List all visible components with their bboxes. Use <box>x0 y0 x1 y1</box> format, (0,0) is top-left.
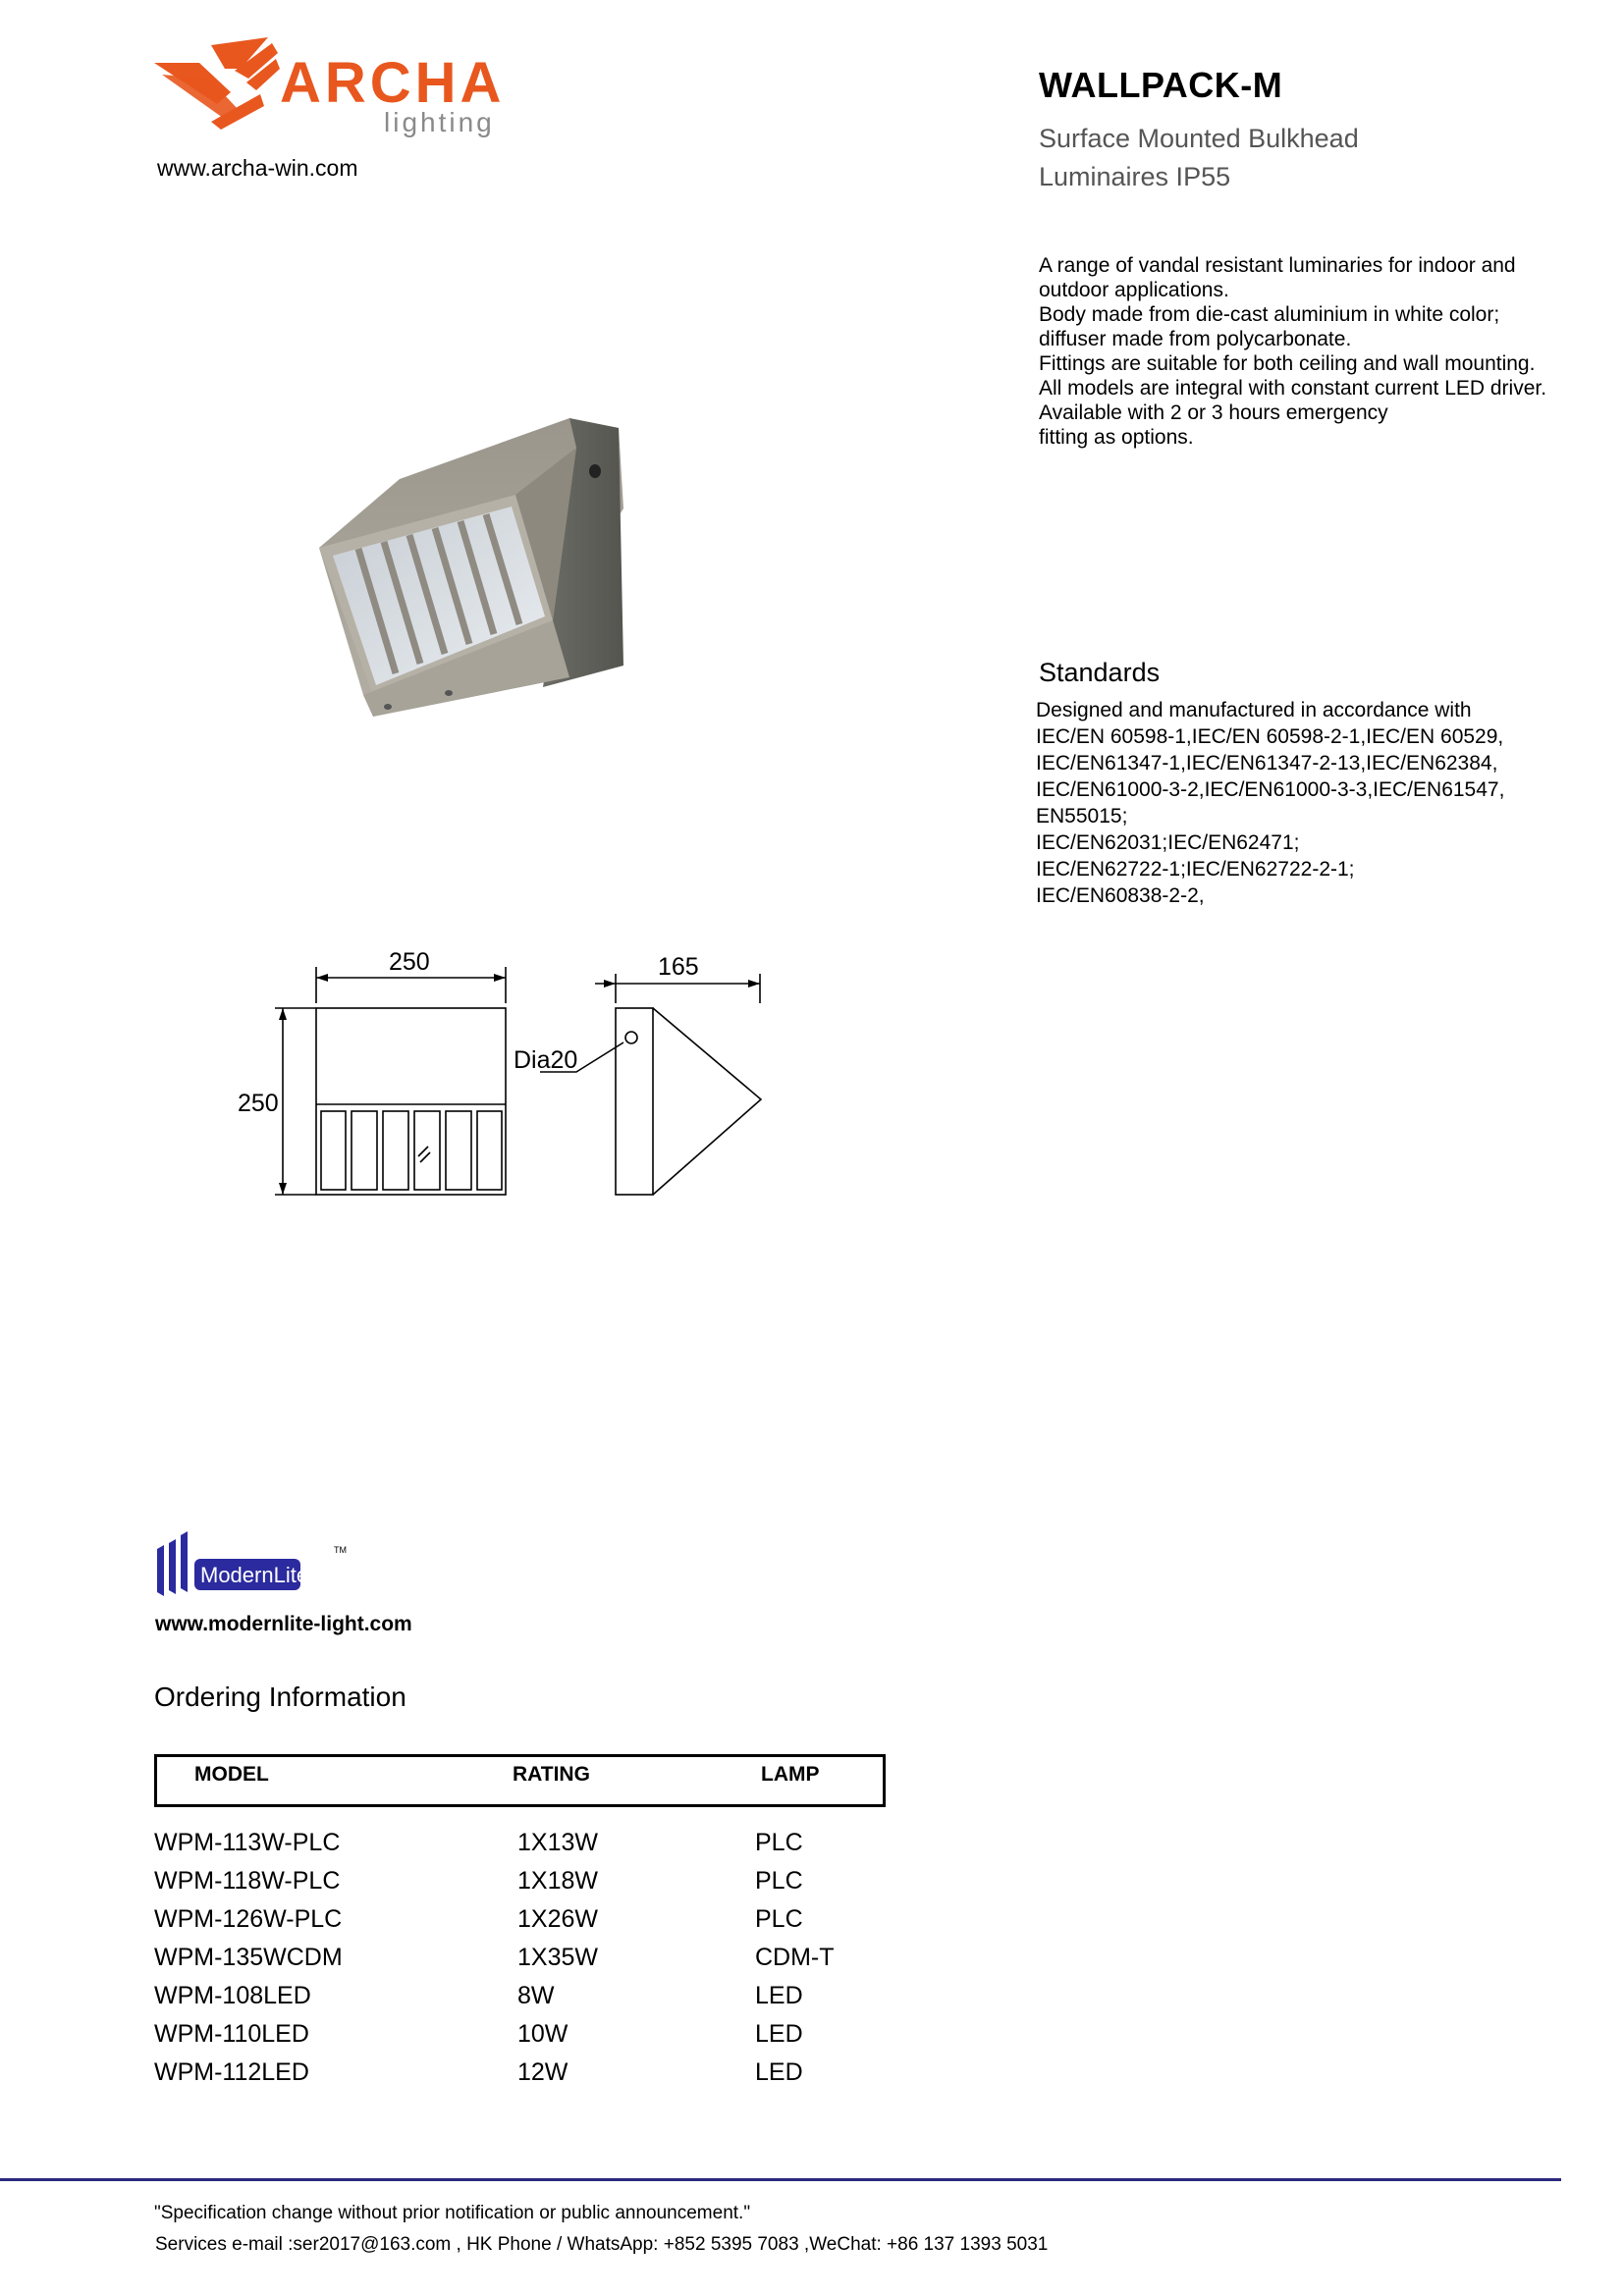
modernlite-website[interactable]: www.modernlite-light.com <box>155 1613 412 1635</box>
cell-model: WPM-108LED <box>154 1982 311 2009</box>
cell-lamp: PLC <box>755 1905 803 1933</box>
product-description <box>1039 253 1589 450</box>
cell-lamp: PLC <box>755 1829 803 1856</box>
svg-text:ARCHA: ARCHA <box>280 51 506 115</box>
col-lamp-header: LAMP <box>761 1763 820 1786</box>
modernlite-logo <box>155 1531 356 1600</box>
svg-text:250: 250 <box>238 1090 279 1117</box>
archa-website[interactable]: www.archa-win.com <box>157 155 358 181</box>
svg-text:ModernLite: ModernLite <box>200 1563 309 1587</box>
standard-line: Designed and manufactured in accordance with <box>1036 699 1472 721</box>
cell-lamp: CDM-T <box>755 1944 835 1971</box>
desc-line: fitting as options. <box>1039 426 1194 449</box>
cell-model: WPM-135WCDM <box>154 1944 343 1971</box>
product-image <box>319 410 653 729</box>
cell-rating: 1X26W <box>517 1905 598 1933</box>
ordering-title: Ordering Information <box>154 1682 406 1712</box>
cell-lamp: LED <box>755 1982 803 2009</box>
svg-text:lighting: lighting <box>384 107 495 137</box>
cell-rating: 12W <box>517 2058 568 2086</box>
desc-line: All models are integral with constant current LED driver. <box>1039 377 1547 400</box>
cell-model: WPM-113W-PLC <box>154 1829 341 1856</box>
table-row <box>154 2020 900 2058</box>
product-title: WALLPACK-M <box>1039 65 1283 105</box>
footer-divider <box>0 2178 1561 2181</box>
ordering-table-body <box>154 1829 900 2097</box>
standard-line: IEC/EN61347-1,IEC/EN61347-2-13,IEC/EN62384, <box>1036 752 1498 774</box>
footer-disclaimer: "Specification change without prior notification or public announcement." <box>154 2203 751 2223</box>
svg-text:Dia20: Dia20 <box>514 1046 578 1074</box>
svg-text:250: 250 <box>389 948 430 976</box>
desc-line: diffuser made from polycarbonate. <box>1039 328 1352 350</box>
cell-rating: 10W <box>517 2020 568 2048</box>
desc-line: Body made from die-cast aluminium in white color; <box>1039 303 1500 326</box>
col-rating-header: RATING <box>513 1763 590 1786</box>
standards-title: Standards <box>1039 658 1161 687</box>
subtitle-line: Surface Mounted Bulkhead <box>1039 124 1359 153</box>
desc-line: A range of vandal resistant luminaries for indoor and <box>1039 254 1516 277</box>
table-row <box>154 1867 900 1905</box>
archa-logo <box>152 35 525 143</box>
footer-contact: Services e-mail :ser2017@163.com , HK Phone / WhatsApp: +852 5395 7083 ,WeChat: +86 137 1393 5031 <box>155 2234 1049 2255</box>
cell-rating: 1X35W <box>517 1944 598 1971</box>
cell-rating: 8W <box>517 1982 555 2009</box>
standard-line: IEC/EN62031;IEC/EN62471; <box>1036 831 1300 854</box>
desc-line: Available with 2 or 3 hours emergency <box>1039 401 1388 424</box>
cell-lamp: LED <box>755 2058 803 2086</box>
cell-lamp: LED <box>755 2020 803 2048</box>
cell-model: WPM-126W-PLC <box>154 1905 343 1933</box>
ordering-table-header <box>154 1754 886 1807</box>
standard-line: EN55015; <box>1036 805 1128 828</box>
standard-line: IEC/EN62722-1;IEC/EN62722-2-1; <box>1036 858 1355 881</box>
subtitle-line: Luminaires IP55 <box>1039 162 1231 191</box>
svg-text:TM: TM <box>334 1545 347 1555</box>
standards-text <box>1036 697 1586 909</box>
table-row <box>154 1829 900 1867</box>
standard-line: IEC/EN60838-2-2, <box>1036 884 1205 907</box>
cell-rating: 1X13W <box>517 1829 598 1856</box>
table-row <box>154 2058 900 2097</box>
col-model-header: MODEL <box>194 1763 269 1786</box>
cell-model: WPM-110LED <box>154 2020 309 2048</box>
dimension-drawing <box>226 942 795 1222</box>
table-row <box>154 1905 900 1944</box>
cell-model: WPM-118W-PLC <box>154 1867 341 1895</box>
standard-line: IEC/EN 60598-1,IEC/EN 60598-2-1,IEC/EN 60529, <box>1036 725 1504 748</box>
cell-rating: 1X18W <box>517 1867 598 1895</box>
desc-line: outdoor applications. <box>1039 279 1229 301</box>
product-subtitle <box>1039 120 1359 196</box>
cell-lamp: PLC <box>755 1867 803 1895</box>
standard-line: IEC/EN61000-3-2,IEC/EN61000-3-3,IEC/EN61547, <box>1036 778 1505 801</box>
table-row <box>154 1982 900 2020</box>
table-row <box>154 1944 900 1982</box>
cell-model: WPM-112LED <box>154 2058 309 2086</box>
svg-text:165: 165 <box>658 953 699 981</box>
desc-line: Fittings are suitable for both ceiling and wall mounting. <box>1039 352 1536 375</box>
